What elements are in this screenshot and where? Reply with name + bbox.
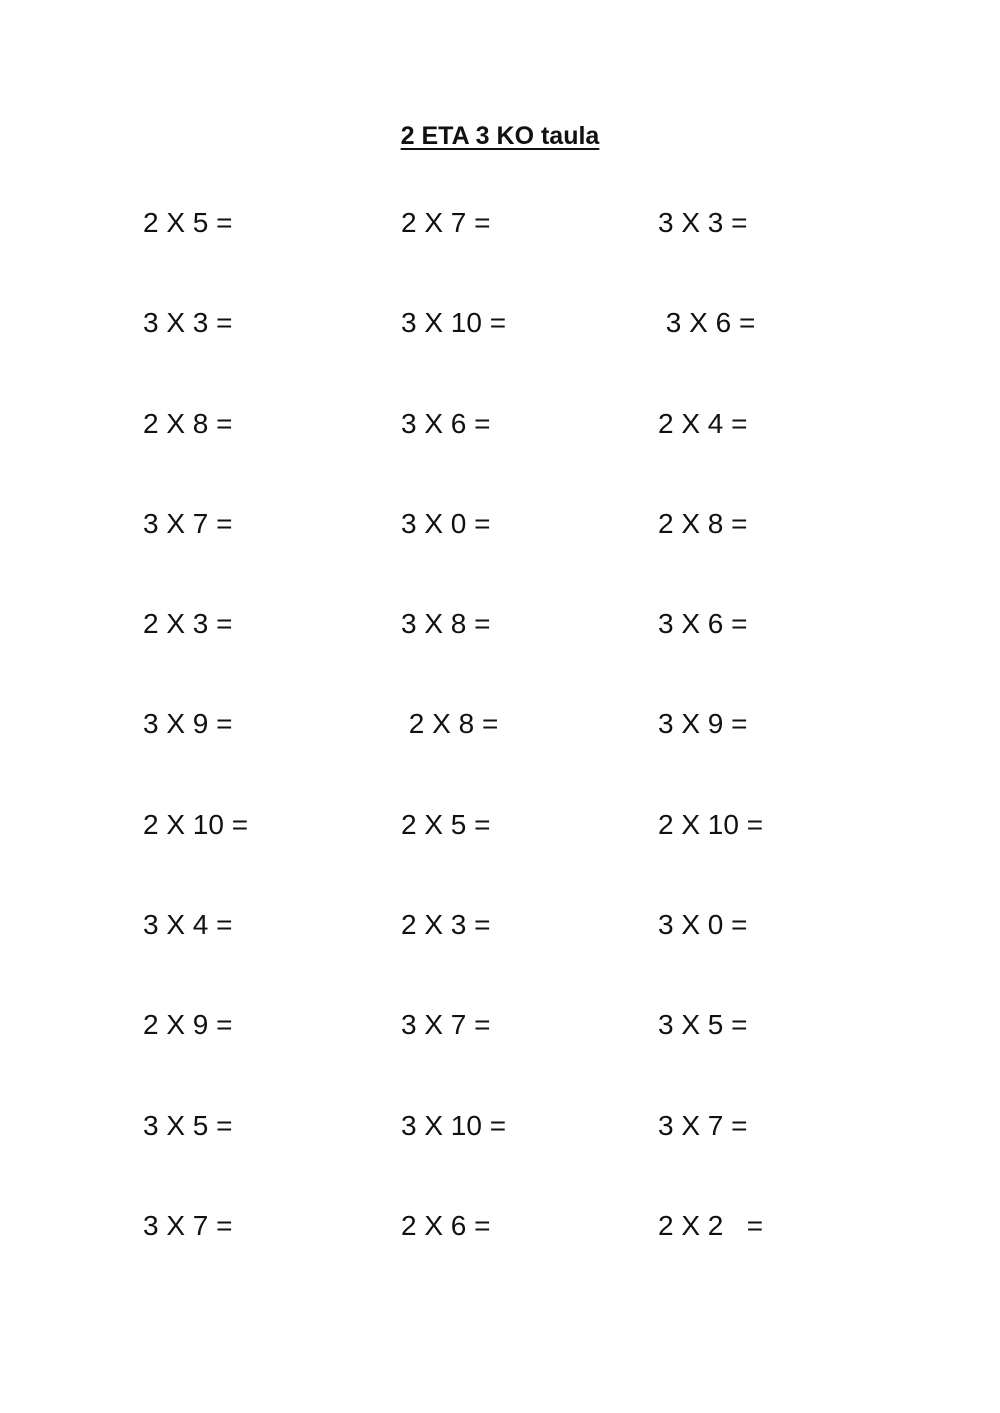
exercise-item: 3 X 9 =: [658, 708, 748, 740]
exercise-item: 2 X 8 =: [658, 507, 748, 539]
exercise-item: 2 X 4 =: [658, 407, 748, 439]
exercise-item: 3 X 0 =: [658, 909, 748, 941]
exercise-item: 3 X 3 =: [143, 307, 233, 339]
exercise-item: 3 X 3 =: [658, 207, 748, 238]
exercise-grid: [0, 201, 1000, 1304]
exercise-item: 3 X 0 =: [401, 507, 491, 539]
exercise-item: 3 X 4 =: [143, 909, 233, 941]
exercise-row: [0, 702, 1000, 802]
exercise-row: [0, 1003, 1000, 1103]
exercise-item: 2 X 5 =: [143, 207, 233, 238]
exercise-item: 3 X 7 =: [658, 1109, 748, 1141]
exercise-row: [0, 803, 1000, 903]
exercise-item: 2 X 8 =: [143, 407, 233, 439]
exercise-row: [0, 402, 1000, 502]
exercise-item: 2 X 9 =: [143, 1009, 233, 1041]
exercise-row: [0, 201, 1000, 301]
exercise-item: 2 X 10 =: [658, 808, 764, 840]
exercise-row: [0, 1204, 1000, 1304]
exercise-item: 3 X 7 =: [401, 1009, 491, 1041]
exercise-row: [0, 1104, 1000, 1204]
exercise-item: 3 X 10 =: [401, 307, 507, 339]
exercise-item: 3 X 7 =: [143, 507, 233, 539]
exercise-item: 2 X 7 =: [401, 207, 491, 238]
exercise-item: 2 X 6 =: [401, 1209, 491, 1241]
worksheet-title: [0, 118, 1000, 154]
exercise-row: [0, 903, 1000, 1003]
exercise-row: [0, 502, 1000, 602]
exercise-item: 3 X 5 =: [143, 1109, 233, 1141]
exercise-item: 3 X 6 =: [658, 307, 756, 339]
exercise-item: 2 X 3 =: [143, 608, 233, 640]
exercise-item: 3 X 5 =: [658, 1009, 748, 1041]
exercise-item: 2 X 5 =: [401, 808, 491, 840]
exercise-item: 3 X 6 =: [401, 407, 491, 439]
exercise-item: 2 X 8 =: [401, 708, 499, 740]
exercise-row: [0, 301, 1000, 401]
exercise-item: 3 X 10 =: [401, 1109, 507, 1141]
exercise-item: 3 X 8 =: [401, 608, 491, 640]
exercise-item: 3 X 7 =: [143, 1209, 233, 1241]
exercise-item: 2 X 10 =: [143, 808, 249, 840]
exercise-item: 3 X 9 =: [143, 708, 233, 740]
title-text: 2 ETA 3 KO taula: [400, 122, 600, 150]
exercise-row: [0, 602, 1000, 702]
exercise-item: 2 X 3 =: [401, 909, 491, 941]
exercise-item: 2 X 2 =: [658, 1209, 764, 1241]
exercise-item: 3 X 6 =: [658, 608, 748, 640]
